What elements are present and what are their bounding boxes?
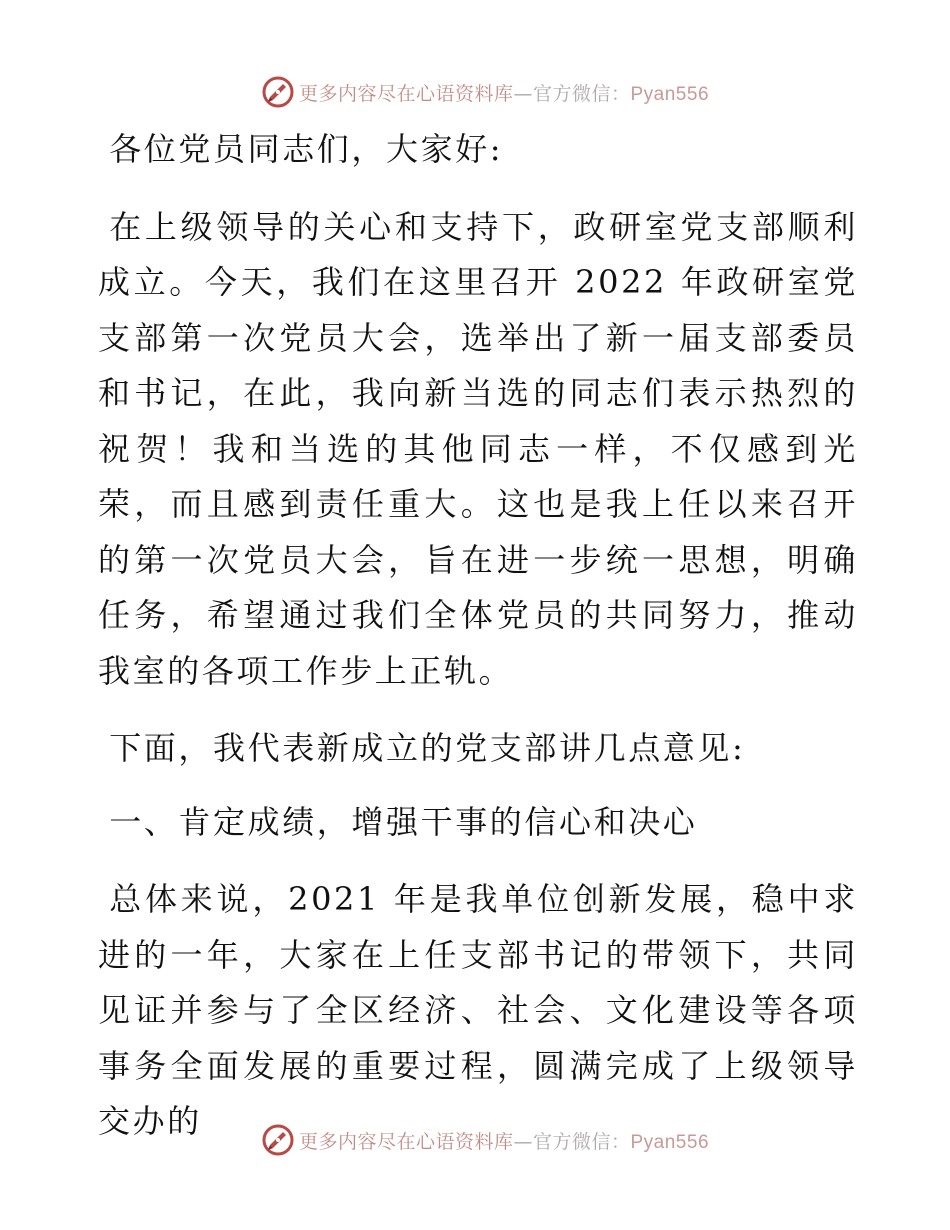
pen-logo-icon bbox=[261, 1123, 295, 1157]
watermark-separator: — bbox=[513, 82, 533, 105]
section-heading-1: 一、肯定成绩，增强干事的信心和决心 bbox=[109, 802, 698, 841]
watermark-main-footer: 更多内容尽在心语资料库 bbox=[298, 1130, 514, 1153]
watermark-inner bbox=[261, 75, 709, 109]
paragraph-2: 总体来说，2021 年是我单位创新发展，稳中求进的一年，大家在上任支部书记的带领下，共同见证并参与了全区经济、社会、文化建设等各项 事务全面发展的重要过程，圆满完成了上级领导交办的 bbox=[98, 880, 858, 1140]
document-body bbox=[98, 122, 858, 1150]
watermark-header bbox=[0, 72, 950, 112]
watermark-text-footer bbox=[299, 1127, 709, 1154]
watermark-separator-footer: — bbox=[513, 1130, 533, 1153]
pen-logo-icon bbox=[261, 75, 295, 109]
watermark-text bbox=[299, 79, 709, 106]
intro-line: 下面，我代表新成立的党支部讲几点意见: bbox=[109, 729, 746, 767]
paragraph-1: 在上级领导的关心和支持下，政研室党支部顺利成立。今天，我们在这里召开 2022 年政研室党支部第一次党员大会，选举出了新一届支部委员和书记，在此，我向新当选的同志们表示热烈的祝贺！我和当选的其他同志一样，不仅感到光荣，而且感到责任重大。这也是我上任以来召开的第一次党员大会，旨在进一步统一思想，明确任务，希望通过我们全体党员的共同努力，推动我室的各项工作步上正轨。 bbox=[98, 207, 858, 690]
greeting: 各位党员同志们，大家好: bbox=[109, 130, 504, 168]
watermark-id: Pyan556 bbox=[630, 83, 710, 105]
watermark-footer bbox=[0, 1120, 950, 1160]
watermark-sub: 官方微信： bbox=[532, 82, 631, 105]
watermark-inner-footer bbox=[261, 1123, 709, 1157]
watermark-sub-footer: 官方微信： bbox=[532, 1130, 631, 1153]
watermark-id-footer: Pyan556 bbox=[630, 1131, 710, 1153]
watermark-main: 更多内容尽在心语资料库 bbox=[298, 82, 514, 105]
